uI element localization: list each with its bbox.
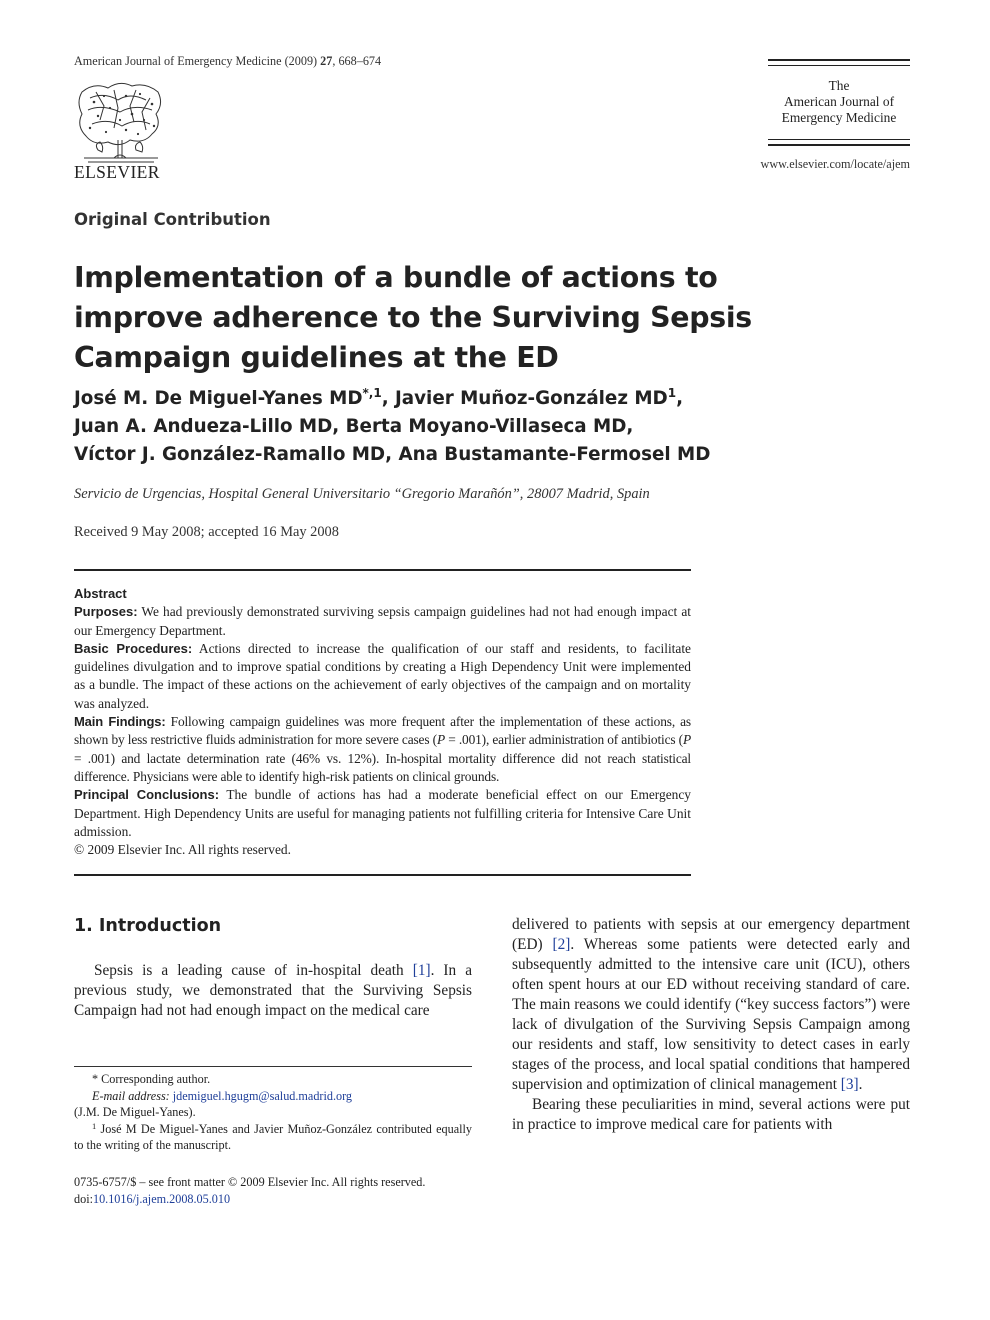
- footnote-text: José M De Miguel-Yanes and Javier Muñoz-González contributed equally to the writing of the manuscript.: [74, 1121, 472, 1153]
- citation-pages: , 668–674: [332, 54, 382, 68]
- email-link[interactable]: jdemiguel.hgugm@salud.madrid.org: [172, 1088, 353, 1103]
- footnote-mark: *: [92, 1072, 99, 1086]
- author-list: [74, 385, 834, 469]
- author-name: Javier Muñoz-González MD: [395, 388, 668, 409]
- body-paragraph: Bearing these peculiarities in mind, several actions were put in practice to improve medical care for patients with: [512, 1096, 910, 1133]
- footnote-mark: 1: [92, 1120, 97, 1131]
- author-name: Víctor J. González-Ramallo MD: [74, 444, 386, 465]
- abstract-rule-bottom: [74, 874, 691, 876]
- footnote-rule: [74, 1066, 472, 1067]
- abstract-procedures: [74, 640, 691, 713]
- abstract-purposes: [74, 603, 691, 640]
- abstract: [74, 585, 691, 859]
- author-name: José M. De Miguel-Yanes MD: [74, 388, 363, 409]
- author-name: Ana Bustamante-Fermosel MD: [398, 444, 711, 465]
- author-separator: ,: [676, 388, 684, 409]
- footnote-1: [74, 1121, 472, 1154]
- author-mark: *,1: [362, 386, 382, 400]
- p-value-symbol: P: [436, 732, 445, 748]
- section-heading-introduction: 1. Introduction: [74, 916, 222, 936]
- article-type: Original Contribution: [74, 210, 271, 229]
- citation-link[interactable]: [2]: [552, 936, 571, 953]
- body-text: . In a previous study, we demonstrated that the Surviving Sepsis Campaign had not had enough impact on the medical care: [74, 962, 472, 1019]
- abstract-text: We had previously demonstrated surviving sepsis campaign guidelines had not had enough impact at our Emergency Department.: [74, 604, 691, 638]
- body-text: Sepsis is a leading cause of in-hospital death: [94, 962, 413, 979]
- author-separator: ,: [332, 416, 346, 437]
- body-paragraph: [512, 915, 910, 1095]
- journal-logo-rule: [768, 65, 910, 66]
- footnotes: [74, 1071, 472, 1154]
- abstract-label: Principal Conclusions:: [74, 787, 220, 803]
- email-label: E-mail address:: [92, 1088, 170, 1103]
- author-name: Juan A. Andueza-Lillo MD: [74, 416, 333, 437]
- body-left-column: [74, 961, 472, 1021]
- abstract-text: = .001) and lactate determination rate (46% vs. 12%). In-hospital mortality difference did not reach statistical difference. Physicians were able to identify high-risk patients on clinical grounds.: [74, 750, 691, 784]
- journal-logo-rule: [768, 139, 910, 140]
- abstract-copyright: © 2009 Elsevier Inc. All rights reserved.: [74, 842, 291, 858]
- body-text: delivered to patients with sepsis at our emergency department (ED): [512, 916, 910, 953]
- journal-logo-line: American Journal of: [783, 94, 895, 109]
- abstract-rule-top: [74, 569, 691, 571]
- body-right-column: [512, 915, 910, 1135]
- footnote-corresponding: [74, 1071, 472, 1088]
- abstract-findings: [74, 713, 691, 786]
- journal-url-link[interactable]: www.elsevier.com/locate/ajem: [760, 157, 910, 171]
- journal-logo-line: The: [828, 78, 850, 93]
- footnote-text: Corresponding author.: [98, 1072, 211, 1086]
- journal-logo-rule: [768, 144, 910, 146]
- abstract-label: Purposes:: [74, 604, 138, 620]
- author-separator: ,: [626, 416, 634, 437]
- journal-logo-rule: [768, 59, 910, 61]
- abstract-label: Basic Procedures:: [74, 640, 193, 656]
- abstract-text: Actions directed to increase the qualification of our staff and residents, to facilitate guidelines divulgation and to improve spatial conditions by creating a High Dependency Unit were implemented as a bundle. The impact of these actions on the achievement of early objectives of the campaign and on mortality was analyzed.: [74, 640, 691, 711]
- abstract-label: Main Findings:: [74, 714, 166, 730]
- author-separator: ,: [385, 444, 399, 465]
- abstract-conclusions: [74, 786, 691, 841]
- citation-link[interactable]: [1]: [412, 962, 431, 979]
- issn-line: 0735-6757/$ – see front matter © 2009 Elsevier Inc. All rights reserved.: [74, 1175, 426, 1189]
- abstract-text: The bundle of actions has had a moderate beneficial effect on our Emergency Department. High Dependency Units are useful for managing patients not fulfilling criteria for Intensive Care Unit admission.: [74, 787, 691, 839]
- body-text: .: [858, 1076, 863, 1093]
- author-separator: ,: [381, 388, 395, 409]
- doi-line: [74, 1191, 472, 1208]
- affiliation: Servicio de Urgencias, Hospital General Universitario “Gregorio Marañón”, 28007 Madrid, Spain: [74, 486, 650, 502]
- doi-label: doi:: [74, 1192, 93, 1206]
- p-value-symbol: P: [682, 732, 692, 748]
- citation-volume: 27: [320, 54, 333, 68]
- author-mark: 1: [667, 386, 677, 400]
- author-name: Berta Moyano-Villaseca MD: [345, 416, 627, 437]
- abstract-text: = .001), earlier administration of antibiotics (: [444, 732, 683, 748]
- journal-logo-line: Emergency Medicine: [781, 110, 897, 125]
- elsevier-wordmark: ELSEVIER: [74, 162, 160, 182]
- abstract-text: Following campaign guidelines was more frequent after the implementation of these actions, as shown by less restrictive fluids administration for more severe cases (: [74, 714, 691, 748]
- abstract-heading: Abstract: [74, 586, 127, 601]
- footnote-email: [74, 1088, 472, 1105]
- received-dates: Received 9 May 2008; accepted 16 May 2008: [74, 524, 339, 540]
- doi-link[interactable]: 10.1016/j.ajem.2008.05.010: [92, 1192, 231, 1206]
- article-title: Implementation of a bundle of actions to improve adherence to the Surviving Sepsis Campaign guidelines at the ED: [74, 261, 752, 374]
- citation-link[interactable]: [3]: [840, 1076, 859, 1093]
- body-text: . Whereas some patients were detected early and subsequently admitted to the intensive care unit (ICU), others often spent hours at our ED without receiving standard of care. The main reasons we could identify (“key success factors”) were lack of divulgation of the Surviving Sepsis Campaign among our residents and staff, low sensitivity to detect cases in early stages of the process, and local spatial conditions that hampered supervision and optimization of clinical management: [512, 936, 910, 1093]
- footnote-email-owner: (J.M. De Miguel-Yanes).: [74, 1105, 196, 1120]
- journal-logo: [768, 78, 910, 126]
- citation-journal: American Journal of Emergency Medicine (2009): [74, 54, 321, 68]
- journal-citation: [74, 54, 381, 69]
- front-matter-info: [74, 1174, 472, 1208]
